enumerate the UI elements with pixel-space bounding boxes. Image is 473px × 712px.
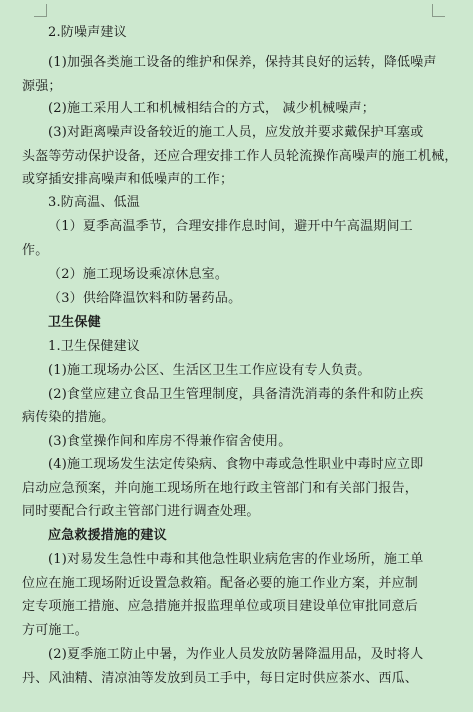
text-line: （2）施工现场设乘凉休息室。 [48, 267, 229, 282]
text-line: 启动应急预案，并向施工现场所在地行政主管部门和有关部门报告， [22, 481, 419, 496]
text-line: 定专项施工措施、应急措施并报监理单位或项目建设单位审批同意后 [22, 599, 419, 614]
text-line: （3）供给降温饮料和防暑药品。 [48, 291, 242, 306]
text-line: (3)对距离噪声设备较近的施工人员，应发放并要求戴保护耳塞或 [48, 125, 424, 140]
text-line: 病传染的措施。 [22, 410, 115, 425]
text-line: (3)食堂操作间和库房不得兼作宿舍使用。 [48, 434, 292, 449]
text-line: (4)施工现场发生法定传染病、食物中毒或急性职业中毒时应立即 [48, 457, 424, 472]
text-line: 丹、风油精、清凉油等发放到员工手中，每日定时供应茶水、西瓜、 [22, 671, 419, 686]
text-line: 或穿插安排高噪声和低噪声的工作； [22, 172, 234, 187]
text-line: (2)施工采用人工和机械相结合的方式， 减少机械噪声； [48, 101, 375, 116]
text-line: 位应在施工现场附近设置急救箱。配备必要的施工作业方案，并应制 [22, 576, 419, 591]
text-line: （1）夏季高温季节，合理安排作息时间，避开中午高温期间工 [48, 219, 413, 234]
text-line: (1)施工现场办公区、生活区卫生工作应设有专人负责。 [48, 363, 371, 378]
text-line: 头盔等劳动保护设备，还应合理安排工作人员轮流操作高噪声的施工机械， [22, 149, 458, 164]
section-heading: 卫生保健 [48, 315, 101, 330]
text-line: 同时要配合行政主管部门进行调查处理。 [22, 504, 260, 519]
margin-corner-mark-left [34, 4, 47, 17]
text-line: (1)对易发生急性中毒和其他急性职业病危害的作业场所，施工单 [48, 552, 424, 567]
text-line: 2.防噪声建议 [48, 25, 127, 40]
text-line: 1.卫生保健建议 [48, 339, 141, 354]
text-line: 作。 [22, 243, 49, 258]
text-line: 3.防高温、低温 [48, 195, 141, 210]
text-line: (2)夏季施工防止中暑，为作业人员发放防暑降温用品，及时将人 [48, 647, 424, 662]
text-line: (1)加强各类施工设备的维护和保养，保持其良好的运转，降低噪声 [48, 55, 437, 70]
text-line: 方可施工。 [22, 623, 89, 638]
text-line: 源强； [22, 79, 62, 94]
text-line: (2)食堂应建立食品卫生管理制度，具备清洗消毒的条件和防止疾 [48, 387, 424, 402]
section-heading: 应急救援措施的建议 [48, 528, 167, 543]
margin-corner-mark-right [432, 4, 445, 17]
